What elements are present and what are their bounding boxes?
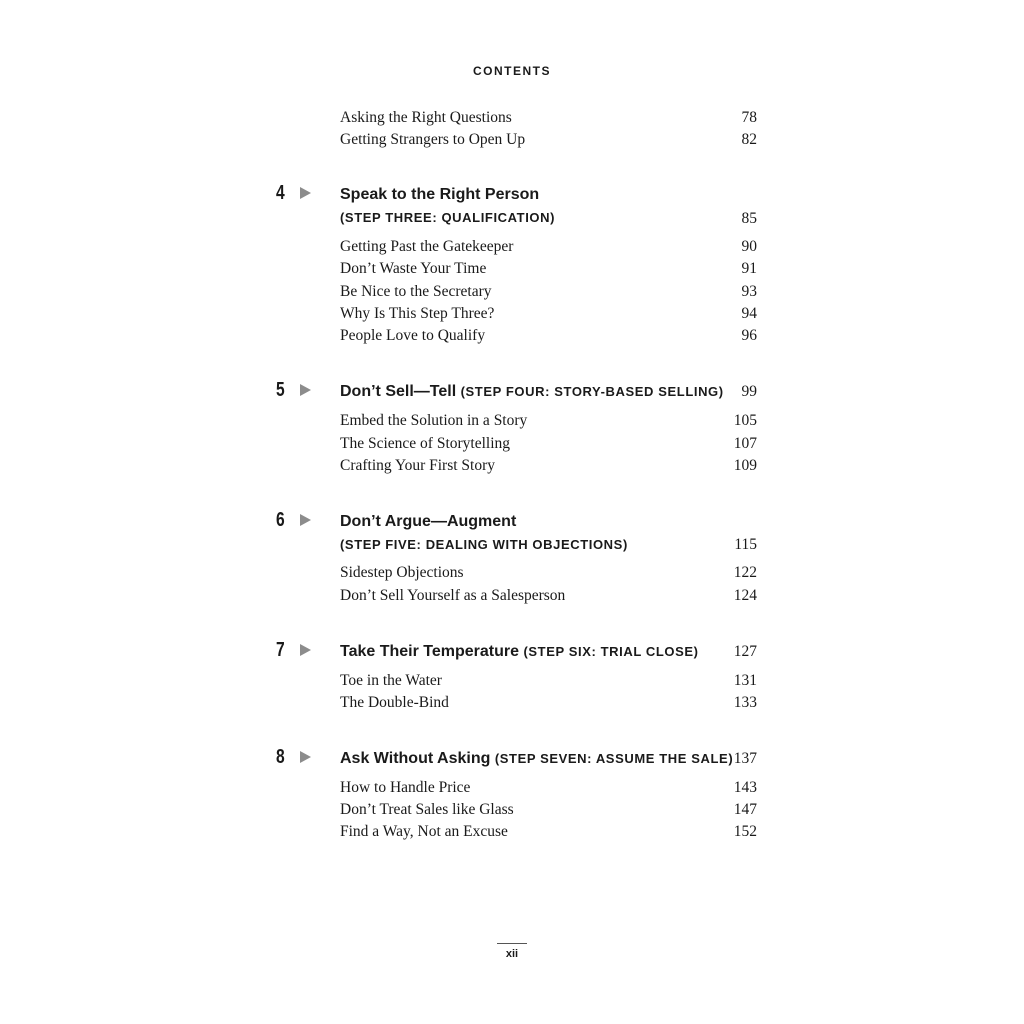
chapter-arrow-icon: [300, 644, 311, 656]
chapter-title: [340, 184, 539, 206]
toc-entry: [340, 822, 757, 842]
toc-entry-page: 94: [741, 305, 757, 322]
toc-entry-title: Find a Way, Not an Excuse: [340, 823, 508, 840]
chapter-title-text: Take Their Temperature: [340, 643, 520, 660]
chapter-step: (STEP SEVEN: ASSUME THE SALE): [494, 751, 734, 766]
toc-entry-title: Toe in the Water: [340, 672, 442, 689]
chapter-title-text: Don’t Argue—Augment: [340, 513, 517, 530]
toc-entry-page: 91: [741, 260, 757, 277]
chapter-step: (STEP SIX: TRIAL CLOSE): [523, 644, 699, 659]
toc-entry-page: 105: [733, 412, 757, 429]
toc-entry-title: The Double-Bind: [340, 694, 449, 711]
toc-entry: [340, 326, 757, 346]
page-number: xii: [505, 948, 519, 960]
toc-entry-page: 107: [733, 435, 757, 452]
toc-entry-title: How to Handle Price: [340, 779, 471, 796]
toc-entry: [340, 130, 757, 150]
chapter-number: 5: [276, 379, 285, 401]
chapter-title-text: Don’t Sell—Tell: [340, 383, 457, 400]
toc-entry-title: People Love to Qualify: [340, 327, 486, 344]
toc-entry: [340, 434, 757, 454]
chapter-arrow-icon: [300, 384, 311, 396]
chapter-step: (STEP THREE: QUALIFICATION): [340, 210, 556, 225]
footer-rule: [497, 943, 527, 944]
chapter-page: 115: [734, 536, 757, 553]
toc-entry-title: Embed the Solution in a Story: [340, 412, 528, 429]
chapter-arrow-icon: [300, 514, 311, 526]
toc-entry-title: Why Is This Step Three?: [340, 305, 495, 322]
toc-entry-page: 133: [733, 694, 757, 711]
chapter-page: 99: [741, 383, 757, 400]
chapter-title: [340, 381, 724, 403]
chapter-title-text: Speak to the Right Person: [340, 186, 540, 203]
toc-entry-page: 152: [733, 823, 757, 840]
toc-entry: [340, 456, 757, 476]
toc-entry-page: 143: [733, 779, 757, 796]
toc-entry-page: 122: [733, 564, 757, 581]
toc-entry-title: Don’t Sell Yourself as a Salesperson: [340, 587, 566, 604]
chapter-number: 6: [276, 509, 285, 531]
chapter-number: 4: [276, 182, 285, 204]
chapter-title-text: Ask Without Asking: [340, 750, 491, 767]
toc-entry-title: The Science of Storytelling: [340, 435, 511, 452]
toc-entry: [340, 304, 757, 324]
page-header: CONTENTS: [473, 64, 551, 78]
toc-entry-title: Don’t Treat Sales like Glass: [340, 801, 514, 818]
toc-entry-title: Crafting Your First Story: [340, 457, 496, 474]
chapter-title: [340, 641, 699, 663]
toc-entry-title: Sidestep Objections: [340, 564, 464, 581]
toc-entry-title: Getting Past the Gatekeeper: [340, 238, 514, 255]
toc-entry: [340, 693, 757, 713]
toc-entry-page: 90: [741, 238, 757, 255]
toc-entry: [340, 671, 757, 691]
toc-entry: [340, 778, 757, 798]
toc-entry: [340, 563, 757, 583]
toc-entry-page: 109: [733, 457, 757, 474]
toc-entry-title: Be Nice to the Secretary: [340, 283, 492, 300]
toc-entry: [340, 259, 757, 279]
toc-entry: [340, 800, 757, 820]
toc-entry: [340, 411, 757, 431]
toc-entry: [340, 282, 757, 302]
toc-entry: [340, 237, 757, 257]
toc-entry-page: 131: [733, 672, 757, 689]
toc-entry-page: 82: [741, 131, 757, 148]
chapter-title: [340, 511, 516, 533]
toc-entry-page: 96: [741, 327, 757, 344]
chapter-arrow-icon: [300, 187, 311, 199]
chapter-number: 7: [276, 639, 285, 661]
chapter-step: (STEP FOUR: STORY-BASED SELLING): [460, 384, 724, 399]
toc-entry-page: 93: [741, 283, 757, 300]
chapter-arrow-icon: [300, 751, 311, 763]
toc-entry-page: 124: [733, 587, 757, 604]
toc-entry: [340, 586, 757, 606]
chapter-step: (STEP FIVE: DEALING WITH OBJECTIONS): [340, 537, 628, 552]
chapter-title: [340, 748, 733, 770]
toc-entry-page: 147: [733, 801, 757, 818]
toc-entry-page: 78: [741, 109, 757, 126]
chapter-page: 137: [733, 750, 757, 767]
chapter-page: 85: [741, 210, 757, 227]
toc-entry-title: Don’t Waste Your Time: [340, 260, 487, 277]
toc-entry-title: Asking the Right Questions: [340, 109, 512, 126]
toc-entry: [340, 108, 757, 128]
chapter-number: 8: [276, 746, 285, 768]
chapter-page: 127: [733, 643, 757, 660]
toc-entry-title: Getting Strangers to Open Up: [340, 131, 526, 148]
